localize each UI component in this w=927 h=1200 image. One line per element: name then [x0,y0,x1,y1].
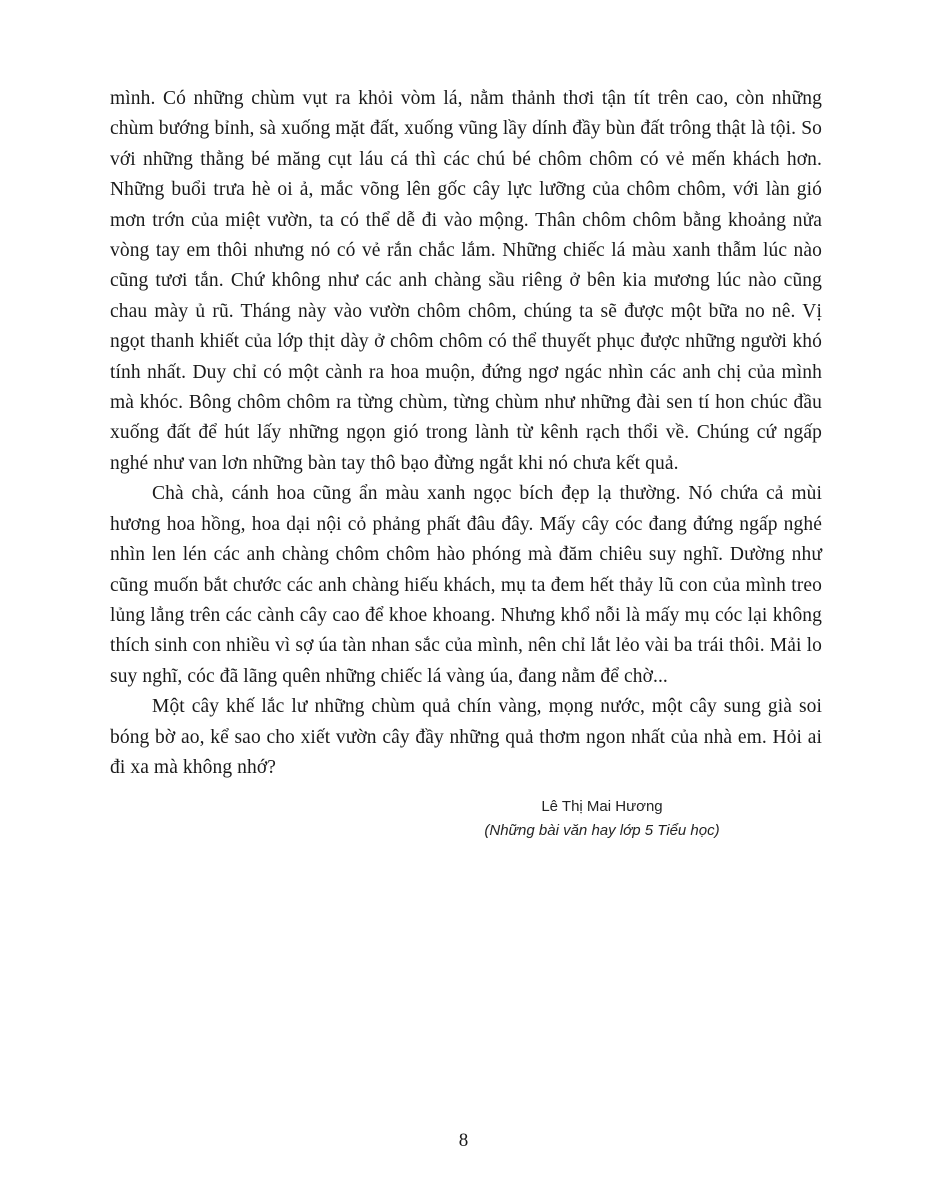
author-name: Lê Thị Mai Hương [541,798,663,816]
paragraph-continuation: mình. Có những chùm vụt ra khỏi vòm lá, nằm thảnh thơi tận tít trên cao, còn những chùm bướng bỉnh, sà xuống mặt đất, xuống vũng lầy dính đầy bùn đất trông thật là tội. So với những thằng bé măng cụt láu cá thì các chú bé chôm chôm có vẻ mến khách hơn. Những buổi trưa hè oi ả, mắc võng lên gốc cây lực lưỡng của chôm chôm, với làn gió mơn trớn của miệt vườn, ta có thể dễ đi vào mộng. Thân chôm chôm bằng khoảng nửa vòng tay em thôi nhưng nó có vẻ rắn chắc lắm. Những chiếc lá màu xanh thẫm lúc nào cũng tươi tắn. Chứ không như các anh chàng sầu riêng ở bên kia mương lúc nào cũng chau mày ủ rũ. Tháng này vào vườn chôm chôm, chúng ta sẽ được một bữa no nê. Vị ngọt thanh khiết của lớp thịt dày ở chôm chôm có thể thuyết phục được những người khó tính nhất. Duy chỉ có một cành ra hoa muộn, đứng ngơ ngác nhìn các anh chị của mình mà khóc. Bông chôm chôm ra từng chùm, từng chùm như những đài sen tí hon chúc đầu xuống đất để hút lấy những ngọn gió trong lành từ kênh rạch thổi về. Chúng cứ ngấp nghé như van lơn những bàn tay thô bạo đừng ngắt khi nó chưa kết quả. [110,88,822,474]
paragraph: Một cây khế lắc lư những chùm quả chín vàng, mọng nước, một cây sung già soi bóng bờ ao, kể sao cho xiết vườn cây đầy những quả thơm ngon nhất của nhà em. Hỏi ai đi xa mà không nhớ? [110,696,822,778]
page-number: 8 [458,1130,469,1151]
attribution [422,795,782,843]
source-title: (Những bài văn hay lớp 5 Tiểu học) [484,822,720,840]
paragraph: Chà chà, cánh hoa cũng ẩn màu xanh ngọc bích đẹp lạ thường. Nó chứa cả mùi hương hoa hồng, hoa dại nội cỏ phảng phất đâu đây. Mấy cây cóc đang đứng ngấp nghé nhìn len lén các anh chàng chôm chôm hào phóng mà đăm chiêu suy nghĩ. Dường như cũng muốn bắt chước các anh chàng hiếu khách, mụ ta đem hết thảy lũ con của mình treo lủng lẳng trên các cành cây cao để khoe khoang. Nhưng khổ nỗi là mấy mụ cóc lại không thích sinh con nhiều vì sợ úa tàn nhan sắc của mình, nên chỉ lắt lẻo vài ba trái thôi. Mải lo suy nghĩ, cóc đã lãng quên những chiếc lá vàng úa, đang nằm để chờ... [110,483,822,687]
text-block [110,84,822,843]
